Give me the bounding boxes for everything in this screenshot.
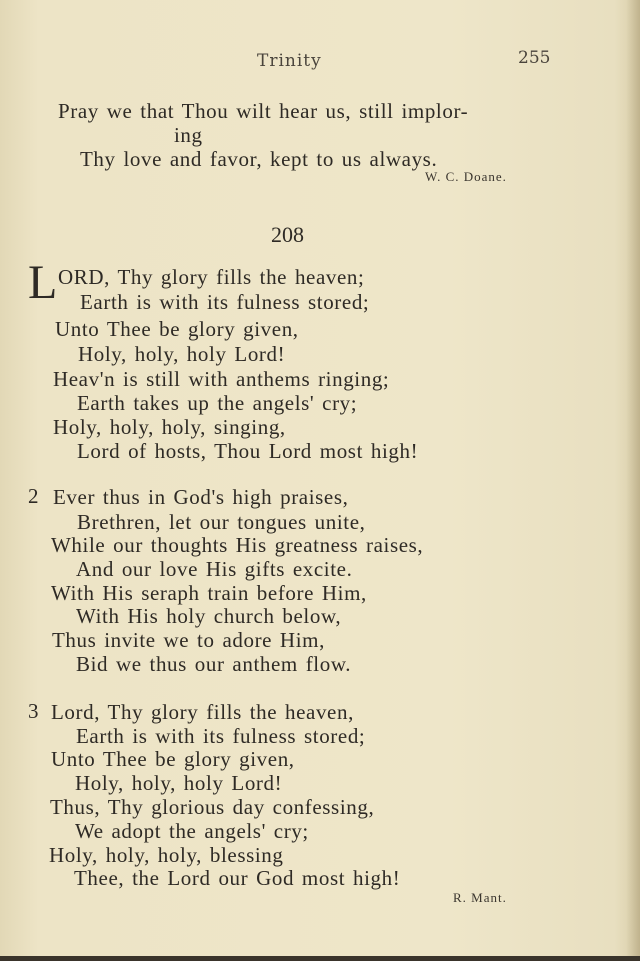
verse3-line: Earth is with its fulness stored;: [76, 724, 366, 748]
verse2-line: Bid we thus our anthem flow.: [76, 652, 352, 676]
verse2-line: With His holy church below,: [76, 604, 342, 628]
previous-hymn-line: ing: [174, 123, 203, 147]
page-bottom-edge: [0, 956, 640, 961]
hymn-number: 208: [271, 222, 304, 247]
verse1-line: Earth is with its fulness stored;: [80, 290, 370, 314]
verse2-line: Ever thus in God's high praises,: [53, 485, 349, 509]
verse2-line: Brethren, let our tongues unite,: [77, 510, 366, 534]
verse1-line: Lord of hosts, Thou Lord most high!: [77, 439, 419, 463]
verse1-line: Earth takes up the angels' cry;: [77, 391, 358, 415]
verse1-line: Unto Thee be glory given,: [55, 317, 299, 341]
verse3-line: Holy, holy, holy Lord!: [75, 771, 283, 795]
verse3-line: We adopt the angels' cry;: [75, 819, 309, 843]
verse-number: 2: [28, 484, 39, 508]
drop-cap: L: [28, 256, 58, 309]
hymn-author: R. Mant.: [453, 890, 507, 905]
verse2-line: While our thoughts His greatness raises,: [51, 533, 424, 557]
page-edge-shadow: [626, 0, 640, 961]
verse2-line: And our love His gifts excite.: [76, 557, 353, 581]
page-number: 255: [518, 48, 551, 68]
running-header-title: Trinity: [257, 51, 322, 71]
verse3-line: Holy, holy, holy, blessing: [49, 843, 284, 867]
verse2-line: With His seraph train before Him,: [51, 581, 367, 605]
previous-hymn-line: Pray we that Thou wilt hear us, still implor-: [58, 99, 469, 123]
verse1-line: Holy, holy, holy Lord!: [78, 342, 286, 366]
verse2-line: Thus invite we to adore Him,: [52, 628, 325, 652]
previous-hymn-author: W. C. Doane.: [425, 169, 507, 184]
verse3-line: Unto Thee be glory given,: [51, 747, 295, 771]
verse3-line: Thee, the Lord our God most high!: [74, 866, 401, 890]
verse1-line: ORD, Thy glory fills the heaven;: [58, 265, 365, 289]
verse-number: 3: [28, 699, 39, 723]
verse3-line: Thus, Thy glorious day confessing,: [50, 795, 375, 819]
verse3-line: Lord, Thy glory fills the heaven,: [51, 700, 354, 724]
verse1-line: Holy, holy, holy, singing,: [53, 415, 286, 439]
previous-hymn-line: Thy love and favor, kept to us always.: [80, 147, 438, 171]
verse1-line: Heav'n is still with anthems ringing;: [53, 367, 390, 391]
